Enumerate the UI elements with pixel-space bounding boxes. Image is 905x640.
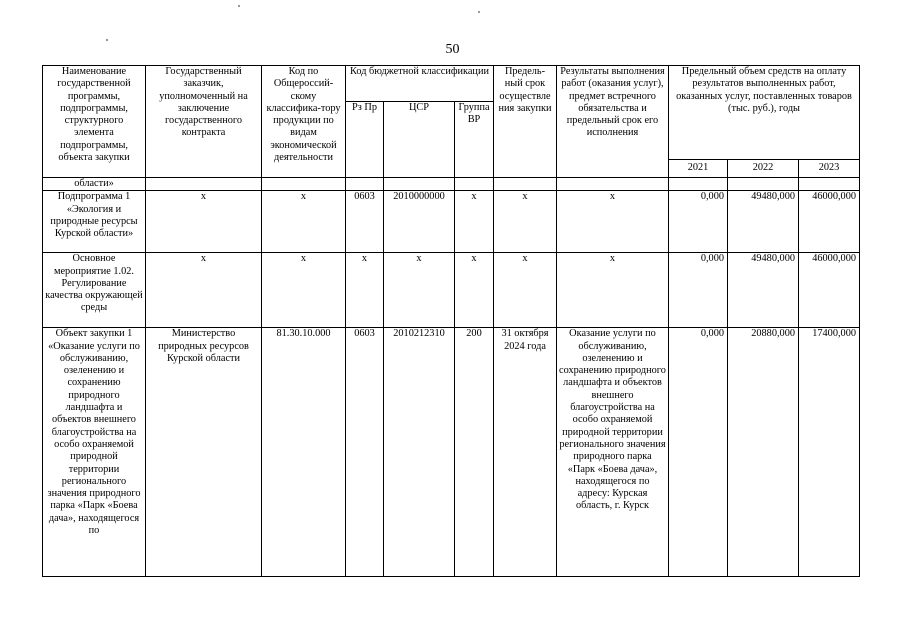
header-year: 2021 — [669, 160, 728, 178]
cell-results: Оказание услуги по обслуживанию, озеленению и сохранению природного ландшафта и объектов внешнего благоустройства на особо охраняемой природной территории регионального значения природного парка «Парк «Боева дача», находящегося по адресу: Курская область, г. Курск — [557, 328, 669, 577]
cell-deadline: 31 октября 2024 года — [494, 328, 557, 577]
cell-deadline: x — [494, 191, 557, 253]
page-number: 50 — [445, 42, 460, 57]
header-amount: Предельный объем средств на оплату результатов выполненных работ, оказанных услуг, поставленных товаров (тыс. руб.), годы — [669, 66, 860, 160]
header-budget-code: Код бюджетной классификации — [346, 66, 494, 102]
scan-speck — [478, 11, 480, 13]
cell-results: x — [557, 253, 669, 328]
cell-group-vr: x — [455, 253, 494, 328]
header-year: 2022 — [728, 160, 799, 178]
cell-rz-pr — [346, 178, 384, 191]
cell-customer: Министерство природных ресурсов Курской области — [146, 328, 262, 577]
cell-customer — [146, 178, 262, 191]
cell-2022: 49480,000 — [728, 253, 799, 328]
table-row — [43, 191, 860, 253]
cell-2021 — [669, 178, 728, 191]
table-row — [43, 253, 860, 328]
cell-2022 — [728, 178, 799, 191]
table-row — [43, 328, 860, 577]
header-rz-pr: Рз Пр — [346, 102, 384, 178]
cell-2022: 49480,000 — [728, 191, 799, 253]
scan-speck — [106, 39, 108, 41]
cell-name: Объект закупки 1 «Оказание услуги по обслуживанию, озеленению и сохранению природного ландшафта и объектов внешнего благоустройства на особо охраняемой природной территории регионального значения природного парка «Парк «Боева дача», находящегося по — [43, 328, 146, 577]
cell-rz-pr: x — [346, 253, 384, 328]
cell-csr: 2010212310 — [384, 328, 455, 577]
cell-name: области» — [43, 178, 146, 191]
cell-results: x — [557, 191, 669, 253]
header-csr: ЦСР — [384, 102, 455, 178]
header-customer: Государственный заказчик, уполномоченный на заключение государственного контракта — [146, 66, 262, 178]
cell-csr: 2010000000 — [384, 191, 455, 253]
header-okpd: Код по Общероссий-скому классифика-тору продукции по видам экономической деятельности — [262, 66, 346, 178]
cell-csr: x — [384, 253, 455, 328]
header-group-vr: Группа ВР — [455, 102, 494, 178]
cell-okpd: x — [262, 191, 346, 253]
cell-okpd: 81.30.10.000 — [262, 328, 346, 577]
scan-speck — [238, 5, 240, 7]
cell-deadline: x — [494, 253, 557, 328]
cell-name: Основное мероприятие 1.02. Регулирование качества окружающей среды — [43, 253, 146, 328]
cell-2023: 17400,000 — [799, 328, 860, 577]
cell-deadline — [494, 178, 557, 191]
cell-group-vr: 200 — [455, 328, 494, 577]
cell-rz-pr: 0603 — [346, 328, 384, 577]
cell-customer: x — [146, 253, 262, 328]
header-deadline: Предель-ный срок осуществле ния закупки — [494, 66, 557, 178]
cell-2023: 46000,000 — [799, 191, 860, 253]
cell-2021: 0,000 — [669, 191, 728, 253]
cell-2021: 0,000 — [669, 328, 728, 577]
cell-okpd: x — [262, 253, 346, 328]
header-year: 2023 — [799, 160, 860, 178]
cell-name: Подпрограмма 1 «Экология и природные ресурсы Курской области» — [43, 191, 146, 253]
header-name: Наименование государственной программы, подпрограммы, структурного элемента подпрограммы, объекта закупки — [43, 66, 146, 178]
cell-rz-pr: 0603 — [346, 191, 384, 253]
cell-okpd — [262, 178, 346, 191]
header-results: Результаты выполнения работ (оказания услуг), предмет встречного обязательства и предельный срок его исполнения — [557, 66, 669, 178]
cell-2022: 20880,000 — [728, 328, 799, 577]
procurement-table — [42, 65, 860, 577]
cell-results — [557, 178, 669, 191]
cell-group-vr: x — [455, 191, 494, 253]
cell-2023: 46000,000 — [799, 253, 860, 328]
cell-csr — [384, 178, 455, 191]
cell-customer: x — [146, 191, 262, 253]
cell-2023 — [799, 178, 860, 191]
cell-2021: 0,000 — [669, 253, 728, 328]
table-row — [43, 178, 860, 191]
cell-group-vr — [455, 178, 494, 191]
